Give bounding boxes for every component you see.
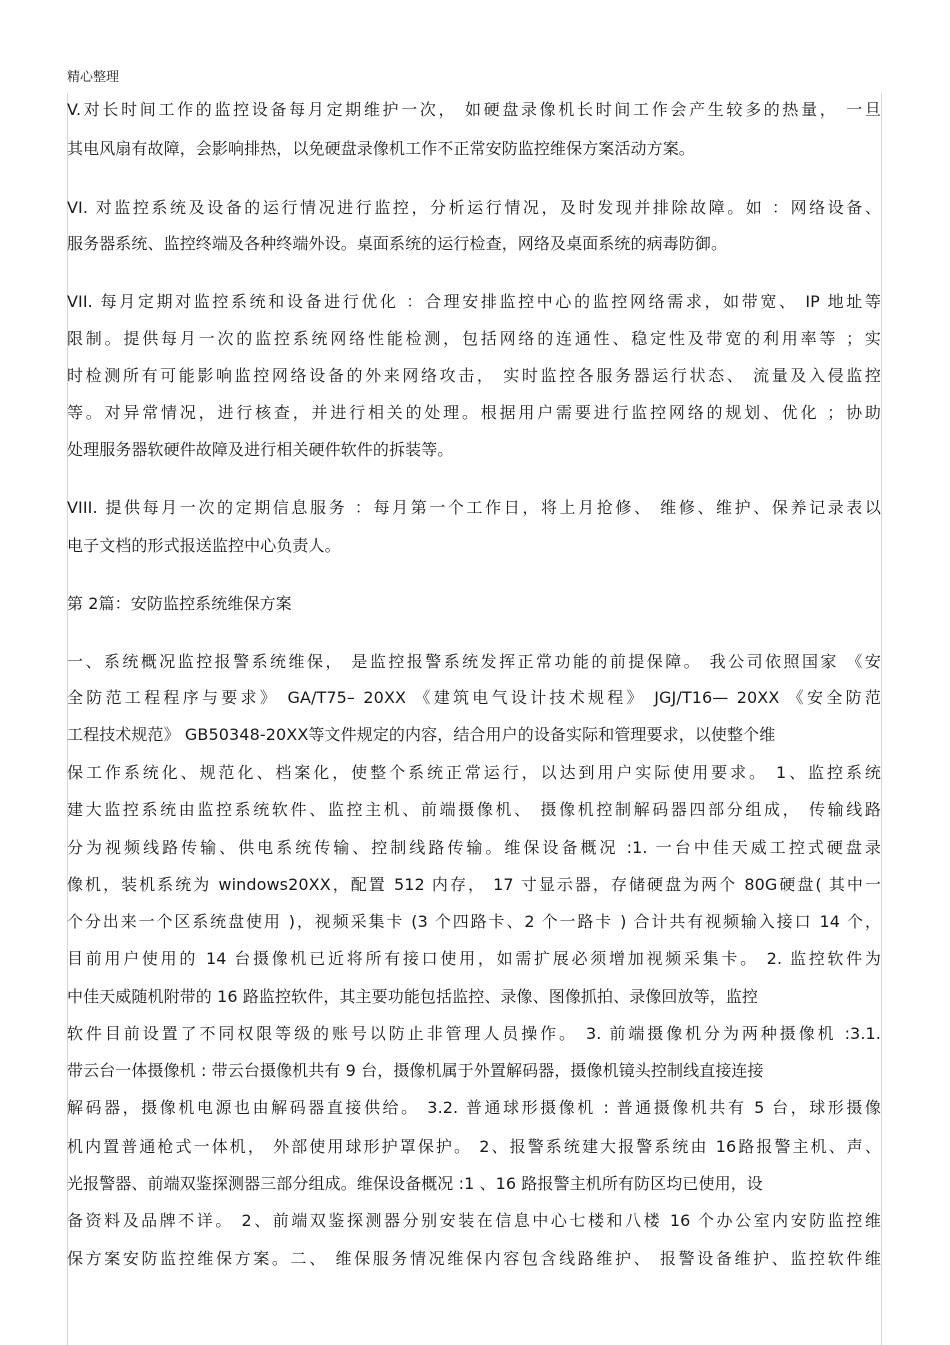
text-line: V.对长时间工作的监控设备每月定期维护一次， 如硬盘录像机长时间工作会产生较多的热量， 一旦 — [67, 100, 881, 119]
text-line: 其电风扇有故障，会影响排热，以免硬盘录像机工作不正常安防监控维保方案活动方案。 — [67, 139, 695, 158]
text-line: 备资料及品牌不详。 2、前端双鉴探测器分别安装在信息中心七楼和八楼 16 个办公室内安防监控维 — [67, 1211, 881, 1230]
text-line: 解码器，摄像机电源也由解码器直接供给。 3.2. 普通球形摄像机 : 普通摄像机共有 5 台，球形摄像 — [67, 1098, 881, 1117]
text-line: 工程技术规范》 GB50348-20XX等文件规定的内容，结合用户的设备实际和管理要求，以使整个维 — [67, 725, 776, 744]
text-line: 等。对异常情况，进行核查，并进行相关的处理。根据用户需要进行监控网络的规划、优化 ；协助 — [67, 403, 881, 422]
text-line: 建大监控系统由监控系统软件、监控主机、前端摄像机、 摄像机控制解码器四部分组成， 传输线路 — [67, 800, 881, 819]
text-line: 时检测所有可能影响监控网络设备的外来网络攻击， 实时监控各服务器运行状态、 流量及入侵监控 — [67, 366, 881, 385]
text-line: 一、系统概况监控报警系统维保， 是监控报警系统发挥正常功能的前提保障。 我公司依照国家 《安 — [67, 652, 881, 671]
text-line: 电子文档的形式报送监控中心负责人。 — [67, 536, 341, 555]
text-line: VIII. 提供每月一次的定期信息服务 ：每月第一个工作日，将上月抢修、 维修、维护、保养记录表以 — [67, 498, 881, 517]
text-line: 保方案安防监控维保方案。二、 维保服务情况维保内容包含线路维护、 报警设备维护、监控软件维 — [67, 1249, 881, 1268]
page-header: 精心整理 — [67, 70, 120, 85]
text-line: VII. 每月定期对监控系统和设备进行优化 ：合理安排监控中心的监控网络需求，如带宽、 IP 地址等 — [67, 292, 881, 311]
text-line: 服务器系统、监控终端及各种终端外设。桌面系统的运行检查，网络及桌面系统的病毒防御。 — [67, 234, 728, 253]
text-line: 全防范工程程序与要求》 GA/T75– 20XX 《建筑电气设计技术规程》 JGJ/T16— 20XX 《安全防范 — [67, 688, 881, 707]
text-line: 处理服务器软硬件故障及进行相关硬件软件的拆装等。 — [67, 440, 454, 459]
text-line: 分为视频线路传输、供电系统传输、控制线路传输。维保设备概况 :1. 一台中佳天威工控式硬盘录 — [67, 838, 881, 857]
text-line: VI. 对监控系统及设备的运行情况进行监控，分析运行情况，及时发现并排除故障。如 ：网络设备、 — [67, 198, 881, 217]
text-line: 个分出来一个区系统盘使用 )，视频采集卡 (3 个四路卡、2 个一路卡 ) 合计共有视频输入接口 14 个， — [67, 912, 881, 931]
text-line: 像机，装机系统为 windows20XX，配置 512 内存， 17 寸显示器，存储硬盘为两个 80G硬盘( 其中一 — [67, 875, 881, 894]
text-line: 光报警器、前端双鉴探测器三部分组成。维保设备概况 :1 、16 路报警主机所有防区均已使用，设 — [67, 1174, 763, 1193]
text-line: 中佳天威随机附带的 16 路监控软件，其主要功能包括监控、录像、图像抓拍、录像回放等，监控 — [67, 987, 759, 1006]
text-line: 带云台一体摄像机 : 带云台摄像机共有 9 台，摄像机属于外置解码器，摄像机镜头控制线直接连接 — [67, 1061, 764, 1080]
text-line: 机内置普通枪式一体机， 外部使用球形护罩保护。 2、报警系统建大报警系统由 16路报警主机、声、 — [67, 1137, 881, 1156]
section-heading: 第 2篇：安防监控系统维保方案 — [67, 594, 292, 613]
right-margin-rule — [881, 93, 882, 1345]
text-line: 目前用户使用的 14 台摄像机已近将所有接口使用，如需扩展必须增加视频采集卡。 2. 监控软件为 — [67, 949, 881, 968]
text-line: 保工作系统化、规范化、档案化，使整个系统正常运行，以达到用户实际使用要求。 1、监控系统 — [67, 763, 881, 782]
text-line: 限制。提供每月一次的监控系统网络性能检测，包括网络的连通性、稳定性及带宽的利用率等 ；实 — [67, 329, 881, 348]
text-line: 软件目前设置了不同权限等级的账号以防止非管理人员操作。 3. 前端摄像机分为两种摄像机 :3.1. — [67, 1024, 881, 1043]
